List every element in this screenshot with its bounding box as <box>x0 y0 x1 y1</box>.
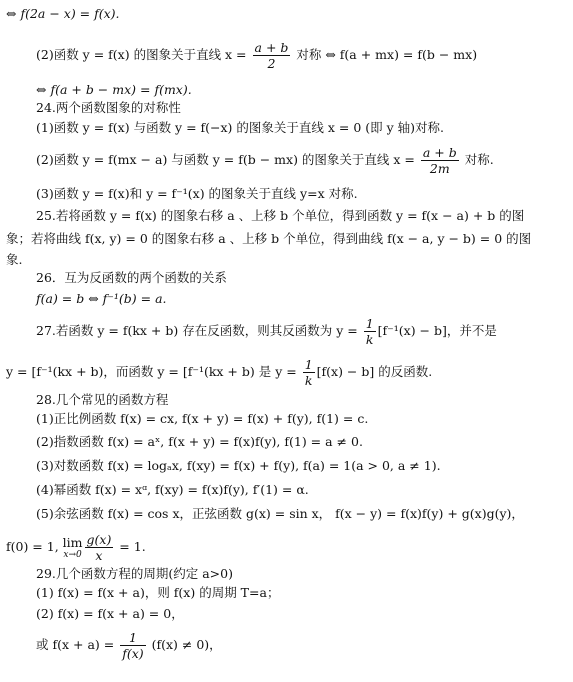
line-20-pre: f(0) = 1, <box>6 539 63 554</box>
line-24-numerator: 1 <box>120 630 145 646</box>
line-20 <box>6 532 573 563</box>
line-22: (1) f(x) = f(x + a)，则 f(x) 的周期 T=a； <box>36 585 280 600</box>
line-24-post: (f(x) ≠ 0)， <box>147 637 222 652</box>
line-5-pre: (2)函数 y = f(mx − a) 与函数 y = f(b − mx) 的图象关于直线 x = <box>36 152 419 167</box>
line-7: 25.若将函数 y = f(x) 的图象右移 a 、上移 b 个单位，得到函数 y = f(x − a) + b 的图 <box>36 208 525 223</box>
line-13-pre: y = [f⁻¹(kx + b)，而函数 y = [f⁻¹(kx + b) 是 y = <box>6 364 301 379</box>
line-13-fraction <box>303 357 315 388</box>
line-20-post: = 1. <box>115 539 146 554</box>
line-5-denominator: 2m <box>429 161 450 176</box>
line-1-post: 对称 ⇔ f(a + mx) = f(b − mx) <box>292 47 478 62</box>
line-2: ⇔ f(a + b − mx) = f(mx). <box>36 82 192 97</box>
line-20-fraction <box>85 532 114 563</box>
line-12-numerator: 1 <box>365 316 374 331</box>
limit-operator <box>63 535 83 560</box>
line-4: (1)函数 y = f(x) 与函数 y = f(−x) 的图象关于直线 x = 0 (即 y 轴)对称. <box>36 120 445 135</box>
line-13-post: [f(x) − b] 的反函数. <box>316 364 433 379</box>
line-1 <box>36 40 573 71</box>
line-9: 象. <box>6 252 23 267</box>
line-6: (3)函数 y = f(x)和 y = f⁻¹(x) 的图象关于直线 y=x 对称. <box>36 186 358 201</box>
line-24-fraction <box>120 630 145 661</box>
line-20-numerator: g(x) <box>86 532 112 547</box>
line-13-numerator: 1 <box>304 357 313 372</box>
line-12-pre: 27.若函数 y = f(kx + b) 存在反函数，则其反函数为 y = <box>36 323 362 338</box>
line-3: 24.两个函数图象的对称性 <box>36 100 181 115</box>
limit-label: lim <box>62 535 83 550</box>
line-12-denominator: k <box>365 332 374 347</box>
line-10: 26．互为反函数的两个函数的关系 <box>36 270 227 285</box>
limit-subscript: x→0 <box>63 550 82 560</box>
line-8: 象；若将曲线 f(x, y) = 0 的图象右移 a 、上移 b 个单位，得到曲线 f(x − a, y − b) = 0 的图 <box>6 231 532 246</box>
line-1-numerator: a + b <box>254 40 289 55</box>
line-24-pre: 或 f(x + a) = <box>36 637 119 652</box>
line-5 <box>36 145 573 176</box>
line-5-numerator: a + b <box>422 145 457 160</box>
line-19: (5)余弦函数 f(x) = cos x，正弦函数 g(x) = sin x， f(x − y) = f(x)f(y) + g(x)g(y)， <box>36 506 524 521</box>
line-0: ⇔ f(2a − x) = f(x). <box>6 6 120 21</box>
line-15: (1)正比例函数 f(x) = cx, f(x + y) = f(x) + f(y), f(1) = c. <box>36 411 369 426</box>
line-17: (3)对数函数 f(x) = logₐx, f(xy) = f(x) + f(y), f(a) = 1(a > 0, a ≠ 1). <box>36 458 441 473</box>
line-14: 28.几个常见的函数方程 <box>36 392 169 407</box>
line-16: (2)指数函数 f(x) = aˣ, f(x + y) = f(x)f(y), f(1) = a ≠ 0. <box>36 434 363 449</box>
line-18: (4)幂函数 f(x) = xᵅ, f(xy) = f(x)f(y), f′(1) = α. <box>36 482 309 497</box>
line-24 <box>36 630 573 661</box>
line-1-denominator: 2 <box>267 56 276 71</box>
line-24-denominator: f(x) <box>122 646 144 661</box>
line-23: (2) f(x) = f(x + a) = 0， <box>36 606 184 621</box>
line-1-pre: (2)函数 y = f(x) 的图象关于直线 x = <box>36 47 251 62</box>
line-13 <box>6 357 573 388</box>
line-11: f(a) = b ⇔ f⁻¹(b) = a. <box>36 291 167 306</box>
line-5-fraction <box>421 145 459 176</box>
line-20-denominator: x <box>95 548 103 563</box>
line-12 <box>36 316 573 347</box>
line-12-post: [f⁻¹(x) − b]，并不是 <box>377 323 497 338</box>
line-21: 29.几个函数方程的周期(约定 a>0) <box>36 566 233 581</box>
line-12-fraction <box>364 316 376 347</box>
line-13-denominator: k <box>304 373 313 388</box>
line-5-post: 对称. <box>460 152 494 167</box>
line-1-fraction <box>253 40 291 71</box>
